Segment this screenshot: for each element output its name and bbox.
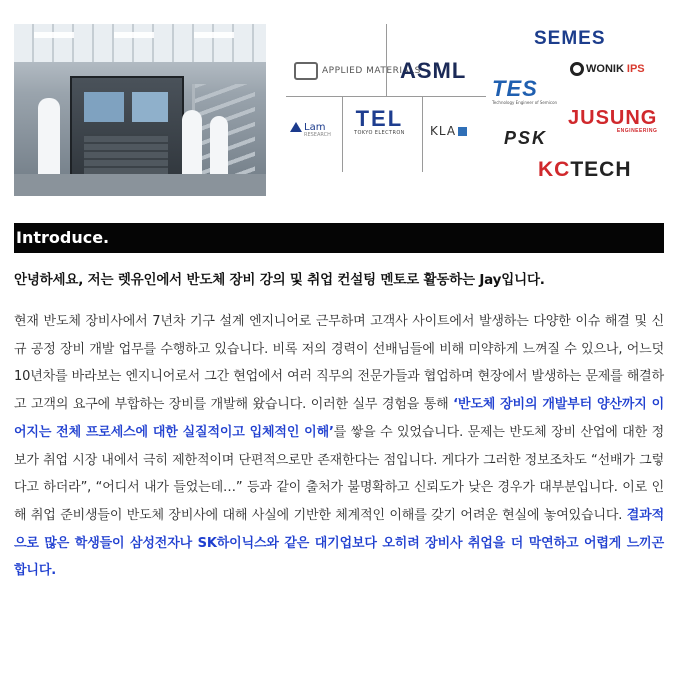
lam-research-logo: Lam RESEARCH — [290, 122, 331, 138]
applied-materials-logo: APPLIED MATERIALS — [294, 62, 421, 80]
section-title: Introduce. — [14, 223, 664, 253]
wonik-ips-logo: WONIK IPS — [570, 62, 645, 76]
jusung-engineering-logo: JUSUNG ENGINEERING — [568, 107, 658, 134]
highlight-text: 결과적으로 많은 학생들이 삼성전자나 SK하이닉스와 같은 대기업보다 오히려 장비사 취업을 더 막연하고 어렵게 느끼곤 합니다. — [14, 507, 664, 579]
intro-lead-text: 안녕하세요, 저는 렛유인에서 반도체 장비 강의 및 취업 컨설팅 멘토로 활동하는 Jay입니다. — [14, 272, 545, 288]
highlight-text: ‘반도체 장비의 개발부터 양산까지 이어지는 전체 프로세스에 대한 실질적이고 입체적인 이해’ — [14, 397, 664, 440]
header-banner — [0, 0, 679, 210]
tes-logo: TES Technology Engineer of Semicon — [492, 76, 558, 105]
kctech-logo: KCTECH — [538, 158, 632, 181]
psk-logo: PSK — [504, 128, 548, 148]
cleanroom-photo — [14, 24, 266, 196]
intro-body-text — [14, 308, 664, 585]
tel-logo: TEL TOKYO ELECTRON — [354, 106, 405, 136]
equipment-company-logos — [282, 20, 674, 205]
body-text-part: 현재 반도체 장비사에서 7년차 기구 설계 엔지니어로 근무하며 고객사 사이트에서 발생하는 다양한 이슈 해결 및 신규 공정 장비 개발 업무를 수행하고 있습니다. 비록 저의 경력이 선배님들에 비해 미약하게 느껴질 수 있으나, 어느덧 10년차를 바라보는 엔지니어로서 그간 현업에서 여러 직무의 전문가들과 협업하며 현장에서 발생하는 문제를 해결하고 고객의 요구에 부합하는 장비를 개발해 왔습니다. 이러한 실무 경험을 통해 — [14, 314, 664, 413]
semes-logo: SEMES — [534, 28, 606, 49]
kla-logo: KLA — [430, 124, 467, 138]
body-text-part: 를 쌓을 수 있었습니다. 문제는 반도체 장비 산업에 대한 정보가 취업 시장 내에서 극히 제한적이며 단편적으로만 존재한다는 점입니다. 게다가 그러한 정보조차도 “선배가 그렇다고 하더라”, “어디서 내가 들었는데…” 등과 같이 출처가 불명확하고 신뢰도가 낮은 경우가 대부분입니다. 이로 인해 취업 준비생들이 반도체 장비사에 대해 사실에 기반한 체계적인 이해를 갖기 어려운 현실에 놓여있습니다. — [14, 424, 664, 523]
asml-logo: ASML — [400, 58, 467, 83]
